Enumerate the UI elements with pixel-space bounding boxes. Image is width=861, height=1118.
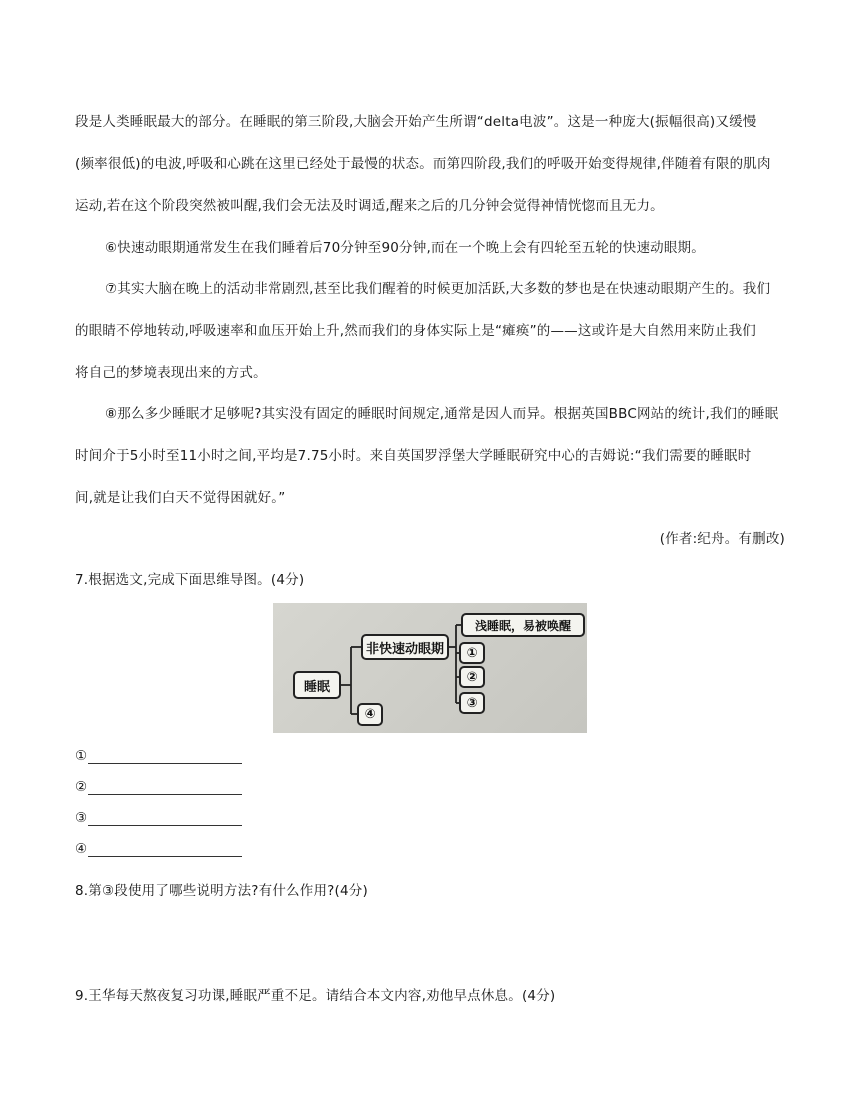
paragraph-6: ⑥快速动眼期通常发生在我们睡着后70分钟至90分钟,而在一个晚上会有四轮至五轮的快速动眼期。 (105, 240, 705, 256)
mindmap-leaf-3: ③ (459, 692, 485, 714)
source-attribution: (作者:纪舟。有删改) (659, 531, 785, 547)
paragraph-7-line-2: 的眼睛不停地转动,呼吸速率和血压开始上升,然而我们的身体实际上是“瘫痪”的——这或许是大自然用来防止我们 (75, 323, 756, 339)
paragraph-7-line-1: ⑦其实大脑在晚上的活动非常剧烈,甚至比我们醒着的时候更加活跃,大多数的梦也是在快速动眼期产生的。我们 (105, 281, 771, 297)
mindmap-root-node: 睡眠 (293, 671, 341, 699)
question-7: 7.根据选文,完成下面思维导图。(4分) (75, 572, 305, 588)
mindmap-figure (273, 603, 587, 733)
answer-blank-1[interactable] (88, 749, 242, 764)
mindmap-branch-nrem: 非快速动眼期 (361, 634, 449, 660)
question-8: 8.第③段使用了哪些说明方法?有什么作用?(4分) (75, 883, 368, 899)
paragraph-8-line-3: 间,就是让我们白天不觉得困就好。” (75, 490, 286, 506)
paragraph-5-line-2: (频率很低)的电波,呼吸和心跳在这里已经处于最慢的状态。而第四阶段,我们的呼吸开始变得规律,伴随着有限的肌肉 (75, 156, 771, 172)
paragraph-5-line-3: 运动,若在这个阶段突然被叫醒,我们会无法及时调适,醒来之后的几分钟会觉得神情恍惚而且无力。 (75, 198, 664, 214)
answer-marker-4: ④ (75, 841, 88, 857)
question-9: 9.王华每天熬夜复习功课,睡眠严重不足。请结合本文内容,劝他早点休息。(4分) (75, 988, 556, 1004)
answer-row-3 (75, 810, 242, 826)
answer-blank-4[interactable] (88, 842, 242, 857)
mindmap-leaf-1: ① (459, 642, 485, 664)
paragraph-8-line-2: 时间介于5小时至11小时之间,平均是7.75小时。来自英国罗浮堡大学睡眠研究中心的吉姆说:“我们需要的睡眠时 (75, 448, 752, 464)
answer-marker-3: ③ (75, 810, 88, 826)
answer-row-4 (75, 841, 242, 857)
mindmap-leaf-light-sleep: 浅睡眠，易被唤醒 (461, 613, 585, 637)
paragraph-5-line-1: 段是人类睡眠最大的部分。在睡眠的第三阶段,大脑会开始产生所谓“delta电波”。这是一种庞大(振幅很高)又缓慢 (75, 114, 757, 130)
paragraph-8-line-1: ⑧那么多少睡眠才足够呢?其实没有固定的睡眠时间规定,通常是因人而异。根据英国BBC网站的统计,我们的睡眠 (105, 406, 779, 422)
paragraph-7-line-3: 将自己的梦境表现出来的方式。 (75, 365, 267, 381)
answer-row-1 (75, 748, 242, 764)
answer-blank-3[interactable] (88, 811, 242, 826)
answer-blank-2[interactable] (88, 780, 242, 795)
answer-marker-1: ① (75, 748, 88, 764)
answer-row-2 (75, 779, 242, 795)
mindmap-branch-4: ④ (357, 703, 383, 726)
mindmap-leaf-2: ② (459, 666, 485, 688)
answer-marker-2: ② (75, 779, 88, 795)
